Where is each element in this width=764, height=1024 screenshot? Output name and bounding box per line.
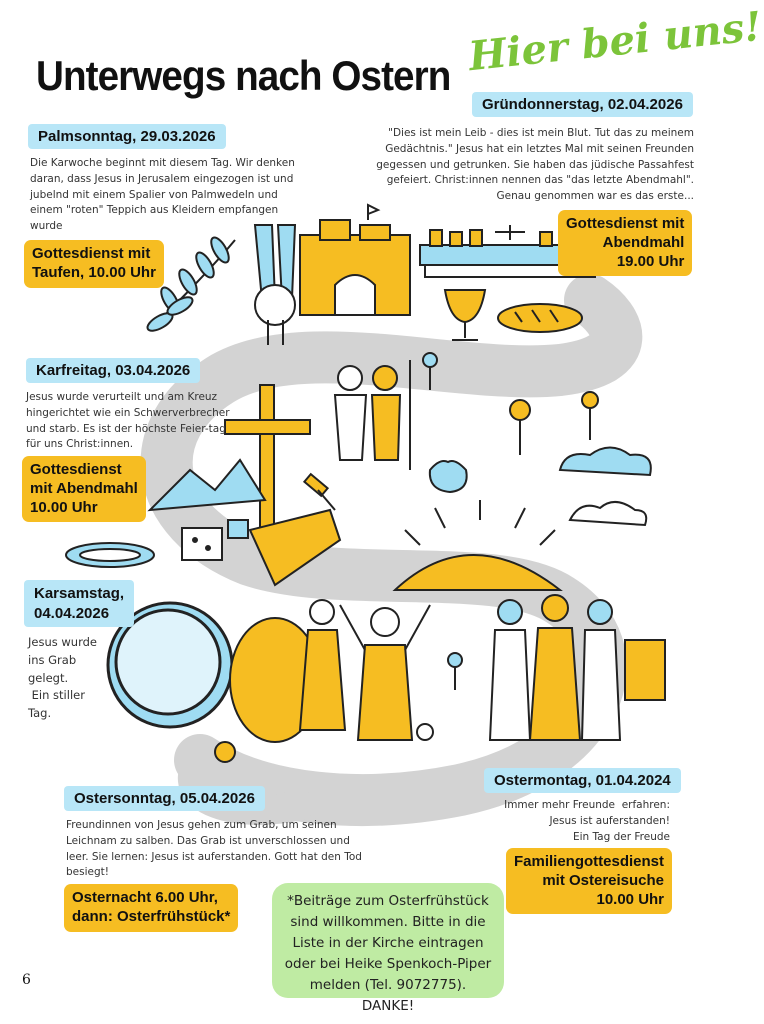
ostermontag-service-line2: mit Ostereisuche xyxy=(542,871,665,889)
chalice-icon xyxy=(445,290,485,340)
karfreitag-label: Karfreitag, 03.04.2026 xyxy=(26,358,200,383)
ostersonntag-service-line2: dann: Osterfrühstück* xyxy=(72,907,231,925)
bread-icon xyxy=(498,304,582,332)
friends-group-icon xyxy=(490,595,620,740)
flower-icon xyxy=(423,353,598,455)
ostermontag-service-line1: Familiengottesdienst xyxy=(514,853,665,870)
ostermontag-label: Ostermontag, 01.04.2024 xyxy=(484,768,681,793)
ostermontag-text-line3: Ein Tag der Freude xyxy=(572,830,670,843)
page-number: 6 xyxy=(22,972,31,988)
palmsonntag-service xyxy=(24,240,164,288)
karsamstag-text xyxy=(28,634,118,723)
hammer-icon xyxy=(304,474,335,510)
karsamstag-text-line4: Ein stiller xyxy=(28,688,85,703)
city-gate-icon xyxy=(300,205,410,315)
money-bag-icon xyxy=(430,461,467,492)
mountain-icon xyxy=(150,460,265,510)
palmsonntag-label: Palmsonntag, 29.03.2026 xyxy=(28,124,226,149)
house-icon xyxy=(625,640,665,700)
ostermontag-service xyxy=(506,848,672,914)
karfreitag-service-line2: mit Abendmahl xyxy=(30,479,138,497)
gruendonnerstag-text: "Dies ist mein Leib - dies ist mein Blut. Tut das zu meinem Gedächtnis." Jesus hat ein letztes Mal mit seinen Freunden gegessen und getrunken. Sie haben das jüdische Passahfest gefeiert. Christ:innen nennen das "das letzte Abendmahl". Genau genommen war es das erste... xyxy=(376,127,694,202)
karfreitag-text: Jesus wurde verurteilt und am Kreuz hingerichtet wie ein Schwerverbrecher und starb. Es ist der höchste Feier-tag für uns Christ:innen. xyxy=(26,391,230,451)
sun-icon xyxy=(395,500,560,590)
karfreitag-service-line1: Gottesdienst xyxy=(30,461,122,478)
gruendonnerstag-service-line1: Gottesdienst mit xyxy=(566,215,685,232)
karfreitag-service-line3: 10.00 Uhr xyxy=(30,498,98,516)
karsamstag-text-line5: Tag. xyxy=(28,706,52,721)
palmsonntag-service-line1: Gottesdienst mit xyxy=(32,245,151,262)
crown-of-thorns-icon xyxy=(66,543,154,567)
woman-icon xyxy=(300,600,345,730)
karsamstag-text-line3: gelegt. xyxy=(28,670,69,685)
gruendonnerstag-label: Gründonnerstag, 02.04.2026 xyxy=(472,92,693,117)
palmsonntag-text: Die Karwoche beginnt mit diesem Tag. Wir denken daran, dass Jesus in Jerusalem eingezogen ist und jubelnd mit einem Spalier von Palmwedeln und einem "roten" Teppich aus Kleidern empfangen wurde xyxy=(30,157,295,232)
karsamstag-label-line2: 04.04.2026 xyxy=(34,604,110,622)
karsamstag-text-line2: ins Grab xyxy=(28,652,77,667)
karsamstag-text-line1: Jesus wurde xyxy=(28,635,97,649)
ostermontag-service-line3: 10.00 Uhr xyxy=(596,890,665,908)
ostersonntag-service xyxy=(64,884,238,932)
palmsonntag-service-line2: Taufen, 10.00 Uhr xyxy=(32,263,156,281)
resurrected-jesus-icon xyxy=(340,605,430,740)
breakfast-note: *Beiträge zum Osterfrühstück sind willkommen. Bitte in die Liste in der Kirche eintragen oder bei Heike Spenkoch-Piper melden (Tel. 9072775). DANKE! xyxy=(272,883,504,998)
ostersonntag-service-line1: Osternacht 6.00 Uhr, xyxy=(72,889,218,906)
ostermontag-text-line2: Jesus ist auferstanden! xyxy=(549,814,670,827)
karsamstag-label xyxy=(24,580,134,627)
karfreitag-service xyxy=(22,456,146,522)
karsamstag-label-line1: Karsamstag, xyxy=(34,585,125,602)
ostersonntag-label: Ostersonntag, 05.04.2026 xyxy=(64,786,265,811)
gruendonnerstag-service-line3: 19.00 Uhr xyxy=(616,252,685,270)
donkey-icon xyxy=(255,225,295,345)
gruendonnerstag-service-line2: Abendmahl xyxy=(602,233,685,251)
tagline: Hier bei uns! xyxy=(466,2,764,81)
soldiers-icon xyxy=(335,360,410,470)
gruendonnerstag-service xyxy=(558,210,692,276)
page-title: Unterwegs nach Ostern xyxy=(36,52,451,99)
ostermontag-text-line1: Immer mehr Freunde erfahren: xyxy=(504,799,670,811)
ostersonntag-text: Freundinnen von Jesus gehen zum Grab, um seinen Leichnam zu salben. Das Grab ist unverschlossen und leer. Sie lernen: Jesus ist auferstanden. Gott hat den Tod besiegt! xyxy=(66,819,362,879)
dice-icon xyxy=(182,520,248,560)
clouds-icon xyxy=(560,448,651,526)
ostermontag-text xyxy=(470,798,670,845)
